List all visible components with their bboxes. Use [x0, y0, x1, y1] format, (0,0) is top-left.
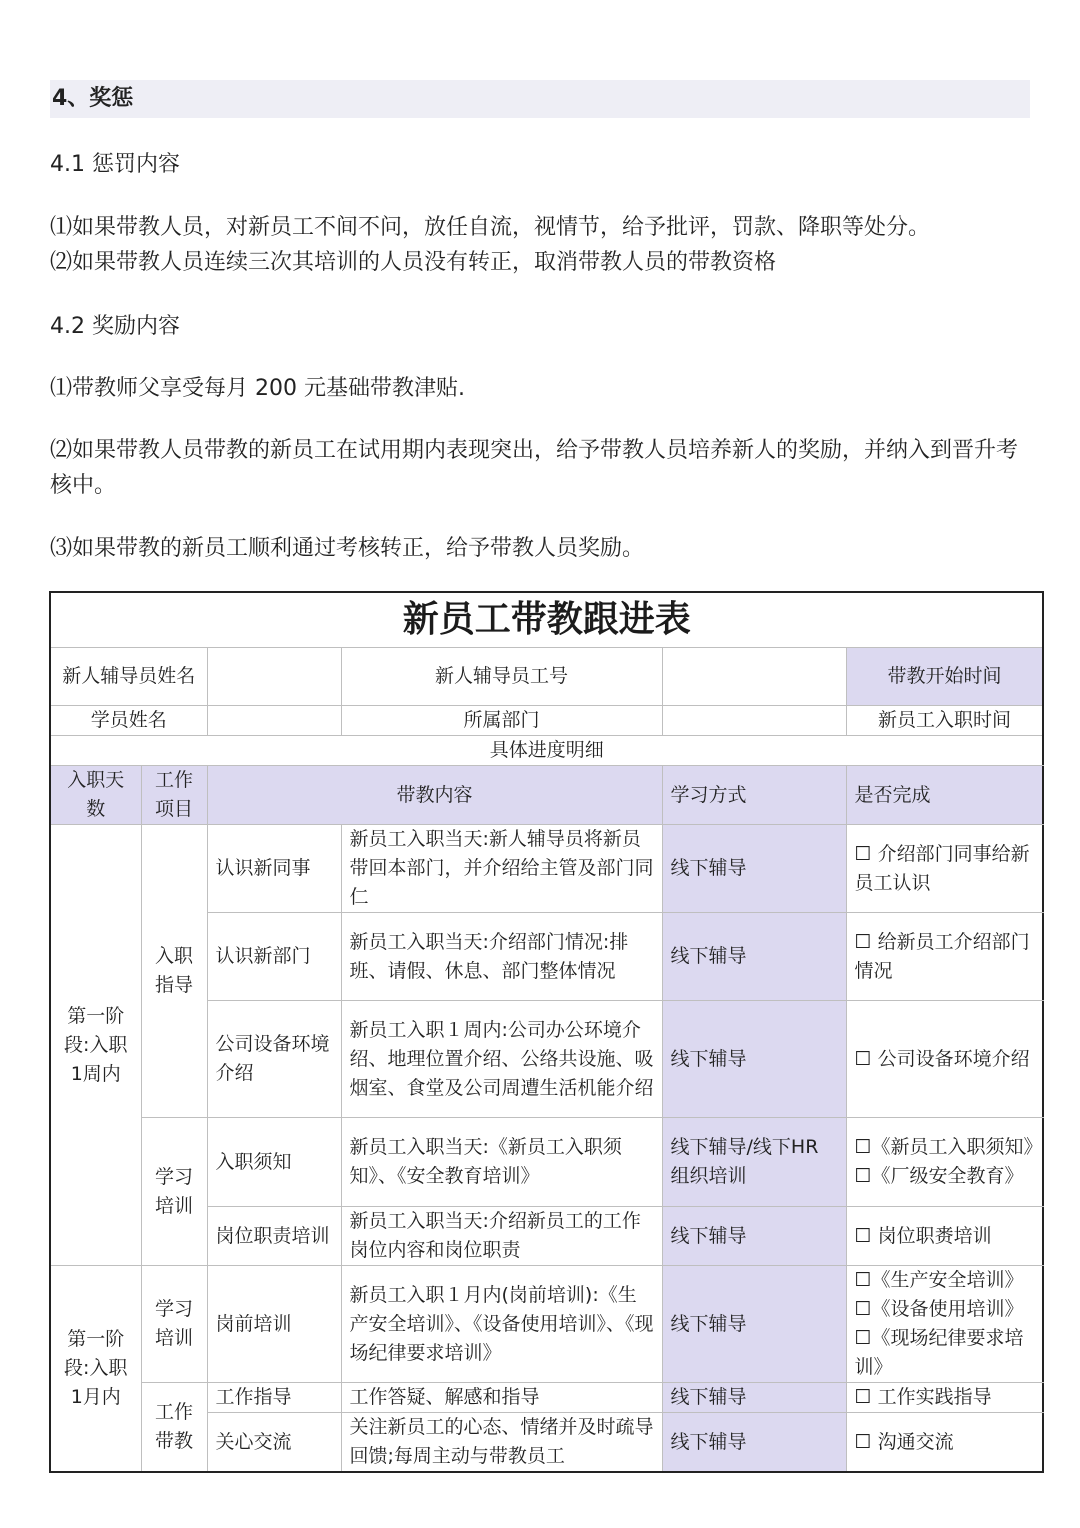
project-name: 学习培训 — [141, 1266, 207, 1383]
table-row — [50, 1383, 1043, 1413]
project-name: 学习培训 — [141, 1118, 207, 1266]
section-heading: 4、奖惩 — [50, 80, 1030, 118]
table-row — [50, 1266, 1043, 1383]
trainee-name-label: 学员姓名 — [50, 706, 207, 736]
item-done-checkbox[interactable]: ☐ 沟通交流 — [846, 1413, 1043, 1473]
item-name: 岗前培训 — [207, 1266, 341, 1383]
item-content: 关注新员工的心态、情绪并及时疏导回馈;每周主动与带教员工 — [341, 1413, 662, 1473]
item-name: 认识新同事 — [207, 825, 341, 913]
item-name: 关心交流 — [207, 1413, 341, 1473]
col-done: 是否完成 — [846, 766, 1043, 825]
col-method: 学习方式 — [662, 766, 846, 825]
stage-name: 第一阶段:入职1月内 — [50, 1266, 141, 1473]
department-label: 所属部门 — [341, 706, 662, 736]
col-content: 带教内容 — [207, 766, 662, 825]
item-method: 线下辅导 — [662, 1001, 846, 1118]
item-content: 新员工入职当天:介绍部门情况:排班、请假、休息、部门整体情况 — [341, 913, 662, 1001]
item-done-checkbox[interactable]: ☐ 给新员工介绍部门情况 — [846, 913, 1043, 1001]
start-time-label: 带教开始时间 — [846, 648, 1043, 706]
item-done-checkbox[interactable]: ☐《生产安全培训》☐《设备使用培训》☐《现场纪律要求培训》 — [846, 1266, 1043, 1383]
item-content: 新员工入职当天:《新员工入职须知》、《安全教育培训》 — [341, 1118, 662, 1207]
reward-title: 4.2 奖励内容 — [50, 314, 180, 339]
mentor-name-value[interactable] — [207, 648, 341, 706]
item-content: 新员工入职１月内(岗前培训):《生产安全培训》、《设备使用培训》、《现场纪律要求培训》 — [341, 1266, 662, 1383]
detail-header: 具体进度明细 — [50, 736, 1043, 766]
penalty-title: 4.1 惩罚内容 — [50, 152, 180, 177]
penalty-item: ⑴如果带教人员，对新员工不间不问，放任自流，视情节，给予批评，罚款、降职等处分。 — [50, 215, 931, 240]
project-name: 入职指导 — [141, 825, 207, 1118]
item-method: 线下辅导 — [662, 1413, 846, 1473]
reward-item: ⑵如果带教人员带教的新员工在试用期内表现突出，给予带教人员培养新人的奖励，并纳入到晋升考核中。 — [50, 438, 1019, 498]
penalty-item: ⑵如果带教人员连续三次其培训的人员没有转正，取消带教人员的带教资格 — [50, 250, 777, 275]
item-done-checkbox[interactable]: ☐ 工作实践指导 — [846, 1383, 1043, 1413]
item-method: 线下辅导 — [662, 1383, 846, 1413]
tracking-table — [49, 591, 1044, 1473]
table-row — [50, 825, 1043, 913]
item-done-checkbox[interactable]: ☐ 岗位职赉培训 — [846, 1207, 1043, 1266]
reward-item: ⑶如果带教的新员工顺利通过考核转正，给予带教人员奖励。 — [50, 536, 645, 561]
item-name: 入职须知 — [207, 1118, 341, 1207]
table-row — [50, 1118, 1043, 1207]
mentor-name-label: 新人辅导员姓名 — [50, 648, 207, 706]
item-method: 线下辅导/线下HR 组织培训 — [662, 1118, 846, 1207]
item-content: 新员工入职１周内:公司办公环境介绍、地理位置介绍、公络共设施、吸烟室、食堂及公司周遭生活机能介绍 — [341, 1001, 662, 1118]
item-done-checkbox[interactable]: ☐ 公司设备环境介绍 — [846, 1001, 1043, 1118]
item-method: 线下辅导 — [662, 913, 846, 1001]
mentor-id-label: 新人辅导员工号 — [341, 648, 662, 706]
department-value[interactable] — [662, 706, 846, 736]
col-days: 入职天数 — [50, 766, 141, 825]
item-name: 认识新部门 — [207, 913, 341, 1001]
reward-item: ⑴带教师父享受每月 200 元基础带教津贴. — [50, 376, 465, 401]
item-done-checkbox[interactable]: ☐《新员工入职须知》☐《厂级安全教育》 — [846, 1118, 1043, 1207]
item-method: 线下辅导 — [662, 1207, 846, 1266]
stage-name: 第一阶段:入职1周内 — [50, 825, 141, 1266]
item-content: 工作答疑、解感和指导 — [341, 1383, 662, 1413]
item-method: 线下辅导 — [662, 1266, 846, 1383]
column-header-row — [50, 766, 1043, 825]
item-name: 岗位职责培训 — [207, 1207, 341, 1266]
project-name: 工作带教 — [141, 1383, 207, 1473]
item-content: 新员工入职当天:新人辅导员将新员带回本部门，并介绍给主管及部门同仁 — [341, 825, 662, 913]
entry-time-label: 新员工入职时间 — [846, 706, 1043, 736]
trainee-name-value[interactable] — [207, 706, 341, 736]
mentor-id-value[interactable] — [662, 648, 846, 706]
item-done-checkbox[interactable]: ☐ 介绍部门同事给新员工认识 — [846, 825, 1043, 913]
col-project: 工作项目 — [141, 766, 207, 825]
table-title: 新员工带教跟进表 — [50, 592, 1043, 648]
item-method: 线下辅导 — [662, 825, 846, 913]
item-content: 新员工入职当天:介绍新员工的工作岗位内容和岗位职责 — [341, 1207, 662, 1266]
item-name: 工作指导 — [207, 1383, 341, 1413]
item-name: 公司设备环境介绍 — [207, 1001, 341, 1118]
